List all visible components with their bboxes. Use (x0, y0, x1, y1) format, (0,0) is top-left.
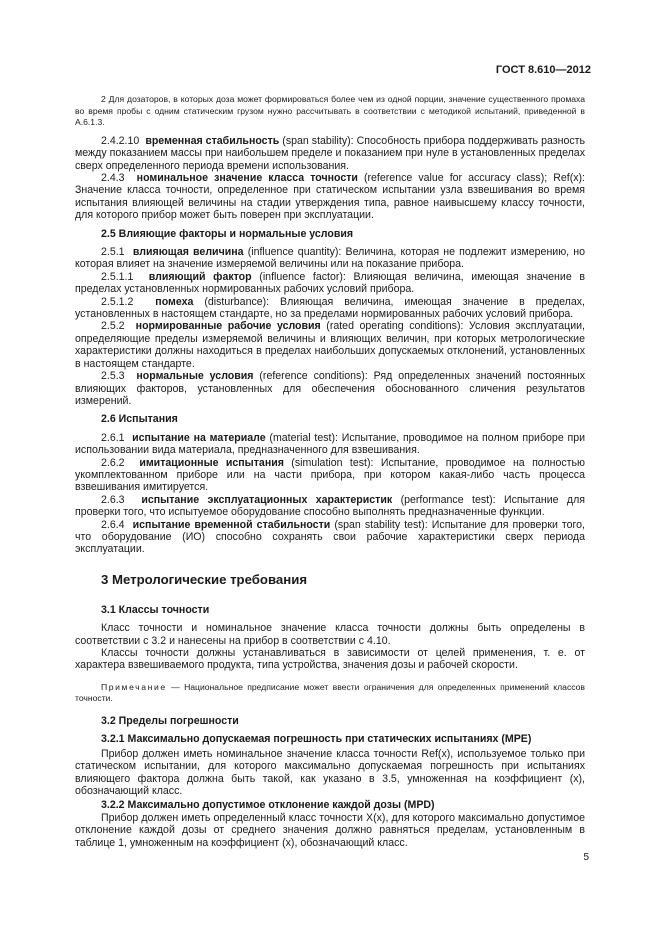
paragraph-3-2-1: Прибор должен иметь номинальное значение класса точности Ref(x), используемое только при статическом испытании, для которого максимально допускаемая погрешность при испытаниях влияющего фактора должна быть такой, как указано в 3.5, умноженная на коэффициент (x), обозначающий класс. (75, 747, 585, 798)
clause-2-4-2-10 (75, 135, 585, 172)
clause-number: 2.5.3 (101, 370, 125, 383)
heading-2-5: 2.5 Влияющие факторы и нормальные условия (101, 227, 354, 240)
clause-term: испытание эксплуатационных характеристик (141, 493, 393, 506)
clause-2-5-1 (75, 246, 585, 271)
clause-2-6-4 (75, 519, 585, 556)
heading-3-2: 3.2 Пределы погрешности (101, 715, 239, 727)
paragraph-3-2-2: Прибор должен иметь определенный класс точности X(x), для которого максимально допустимое отклонение каждой дозы от среднего значения должно равняться пределам, установленным в таблице 1, умноженным на коэффициент (x), обозначающий класс. (75, 811, 585, 849)
clause-2-5-3 (75, 370, 585, 407)
clause-number: 2.6.1 (101, 431, 125, 444)
clause-number: 2.5.2 (101, 320, 125, 333)
clause-2-5-2 (75, 320, 585, 370)
clause-text: (simulation test): Испытание, проводимое на полностью укомплектованном приборе или на части прибора, при котором какая-либо часть процесса взвешивания имитируется. (75, 456, 586, 494)
clause-term: нормальные условия (136, 370, 254, 383)
clause-term: временная стабильность (145, 134, 280, 147)
clause-text: (span stability test): Испытание для проверки того, что оборудование (ИО) способно сохранять свои рабочие характеристики сверх периода эксплуатации. (75, 518, 585, 556)
clause-number: 2.5.1.1 (101, 270, 134, 283)
heading-3-1: 3.1 Классы точности (101, 603, 210, 616)
clause-2-6-2 (75, 457, 585, 494)
heading-3-2-1: 3.2.1 Максимально допускаемая погрешность при статических испытаниях (МРЕ) (101, 733, 532, 746)
clause-text: (span stability): Способность прибора поддерживать разность между показанием массы при наибольшем пределе и показанием при нуле в установленных пределах сверх определенного периода времени использования. (75, 134, 586, 172)
clause-2-6-3 (75, 494, 585, 519)
page-body (75, 94, 585, 849)
section-3-heading: 3 Метрологические требования (101, 571, 308, 587)
standard-code: ГОСТ 8.610—2012 (495, 64, 591, 76)
clause-number: 2.4.3 (101, 172, 125, 184)
note-label: Примечание (101, 681, 167, 692)
clause-term: испытание временной стабильности (132, 518, 331, 531)
paragraph-3-1-a: Класс точности и номинальное значение класса точности должны быть определены в соответствии с 3.2 и нанесены на прибор в соответствии с 4.10. (75, 622, 585, 647)
clause-term: имитационные испытания (139, 456, 284, 469)
page-number: 5 (583, 852, 589, 863)
clause-2-5-1-2 (75, 296, 585, 321)
clause-number: 2.6.2 (101, 456, 125, 469)
clause-term: влияющий фактор (148, 270, 252, 283)
clause-term: испытание на материале (132, 431, 266, 444)
heading-2-6: 2.6 Испытания (101, 413, 178, 426)
clause-text: (disturbance): Влияющая величина, имеющая значение в пределах, установленных в настоящем стандарте, но за пределами нормированных рабочих условий прибора. (75, 295, 585, 321)
clause-text: (reference value for accuracy class); Ref(x): Значение класса точности, определенное при статическом испытании узла взвешивания во время испытания влияющей величины на стадии утверждения типа, равное наивысшему классу точности, для которого прибор может быть поверен при эксплуатации. (75, 172, 585, 222)
clause-number: 2.5.1 (101, 246, 125, 259)
clause-2-5-1-1 (75, 271, 585, 296)
clause-text: (rated operating conditions): Условия эксплуатации, определяющие пределы измеряемой величины и влияющих величин, при которых метрологические характеристики должны находиться в пределах наибольших допускаемых отклонений, установленных в настоящем стандарте. (75, 320, 585, 370)
note-3-1 (75, 682, 585, 705)
clause-text: (material test): Испытание, проводимое на полном приборе при использовании вида материала, предназначенного для взвешивания. (75, 431, 586, 457)
heading-3-2-2: 3.2.2 Максимально допустимое отклонение каждой дозы (MPD) (101, 799, 435, 812)
clause-number: 2.6.3 (101, 493, 125, 506)
paragraph-3-1-b: Классы точности должны устанавливаться в зависимости от целей применения, т. е. от характера взвешиваемого продукта, типа устройства, значения дозы и рабочей скорости. (75, 647, 585, 672)
clause-number: 2.6.4 (101, 518, 125, 531)
clause-text: (reference conditions): Ряд определенных значений постоянных влияющих факторов, установленных для обеспечения обоснованного сличения результатов измерений. (75, 370, 585, 407)
clause-number: 2.5.1.2 (101, 295, 134, 308)
clause-2-4-3 (75, 172, 585, 222)
clause-2-6-1 (75, 432, 585, 457)
clause-text: (influence quantity): Величина, которая не подлежит измерению, но которая влияет на значение измеряемой величины или на показание прибора. (75, 246, 586, 271)
note-2: 2 Для дозаторов, в которых доза может формироваться более чем из одной порции, значение существенного промаха во время пробы с одним статическим грузом нужно рассчитывать в соответствии с методикой испытаний, приведенной в А.6.1.3. (75, 94, 585, 128)
clause-term: помеха (155, 295, 194, 308)
clause-term: нормированные рабочие условия (135, 320, 321, 333)
clause-term: влияющая величина (132, 246, 244, 259)
clause-number: 2.4.2.10 (101, 134, 140, 147)
clause-term: номинальное значение класса точности (136, 172, 358, 184)
clause-text: (influence factor): Влияющая величина, имеющая значение в пределах установленных нормированных рабочих условий прибора. (75, 270, 585, 296)
note-text: — Национальное предписание может ввести ограничения для определенных применений классов точности. (75, 681, 585, 704)
clause-text: (performance test): Испытание для проверки того, что испытуемое оборудование способно выполнять предназначенные функции. (75, 493, 586, 519)
